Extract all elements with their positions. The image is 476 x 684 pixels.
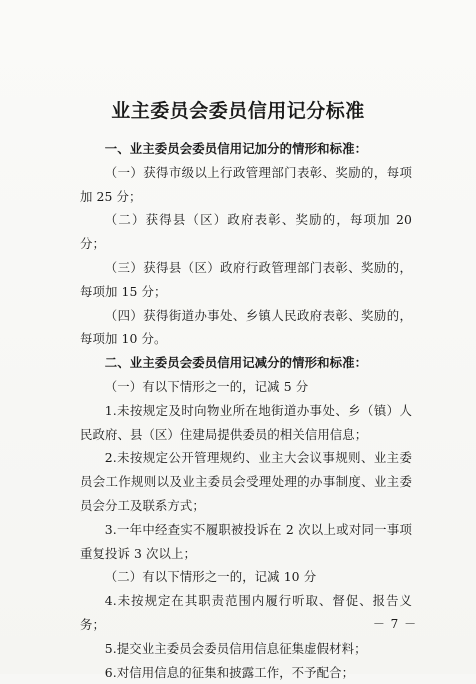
plus-item-1: （一）获得市级以上行政管理部门表彰、奖励的，每项加 25 分； [80, 164, 412, 204]
plus-item-4: （四）获得街道办事处、乡镇人民政府表彰、奖励的，每项加 10 分。 [80, 307, 412, 347]
document-title: 业主委员会委员信用记分标准 [111, 100, 365, 122]
minus-item-3: 3.一年中经查实不履职被投诉在 2 次以上或对同一事项重复投诉 3 次以上； [80, 521, 412, 561]
section-heading-plus: 一、业主委员会委员信用记加分的情形和标准： [104, 141, 368, 156]
minus-item-5: 5.提交业主委员会委员信用信息征集虚假材料； [104, 640, 367, 656]
page-number: － 7 － [372, 617, 418, 631]
minus-item-2: 2.未按规定公开管理规约、业主大会议事规则、业主委员会工作规则以及业主委员会受理处理的办事制度、业主委员会分工及联系方式； [80, 450, 412, 513]
minus-item-6: 6.对信用信息的征集和披露工作，不予配合； [104, 664, 355, 680]
minus-item-4: 4.未按规定在其职责范围内履行听取、督促、报告义务； [80, 593, 412, 632]
plus-item-2: （二）获得县（区）政府表彰、奖励的，每项加 20 分； [80, 212, 412, 252]
minus-group-1: （一）有以下情形之一的，记减 5 分 [104, 378, 309, 394]
plus-item-3: （三）获得县（区）政府行政管理部门表彰、奖励的，每项加 15 分； [80, 259, 412, 299]
section-heading-minus: 二、业主委员会委员信用记减分的情形和标准： [104, 355, 368, 371]
minus-item-1: 1.未按规定及时向物业所在地街道办事处、乡（镇）人民政府、县（区）住建局提供委员的相关信用信息； [80, 402, 412, 442]
document-body [80, 137, 412, 684]
minus-group-2: （二）有以下情形之一的，记减 10 分 [104, 569, 317, 585]
